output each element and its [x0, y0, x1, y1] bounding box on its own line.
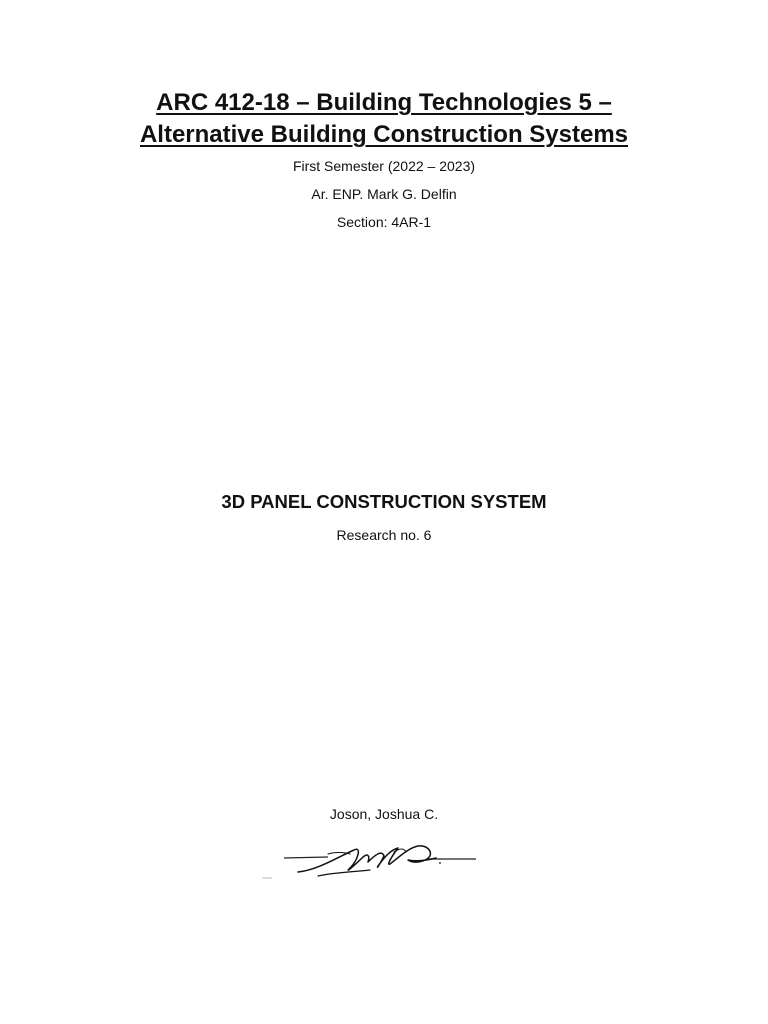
author-name: Joson, Joshua C. — [329, 806, 439, 822]
semester-text: First Semester (2022 – 2023) — [292, 158, 476, 174]
course-title-line-1: ARC 412-18 – Building Technologies 5 – — [156, 89, 612, 116]
instructor-name: Ar. ENP. Mark G. Delfin — [311, 186, 457, 202]
section-text: Section: 4AR-1 — [336, 214, 432, 230]
research-number: Research no. 6 — [336, 527, 432, 543]
handwritten-signature — [258, 836, 494, 886]
research-topic-heading: 3D PANEL CONSTRUCTION SYSTEM — [221, 491, 547, 512]
course-title-line-2: Alternative Building Construction Systems — [139, 121, 629, 148]
